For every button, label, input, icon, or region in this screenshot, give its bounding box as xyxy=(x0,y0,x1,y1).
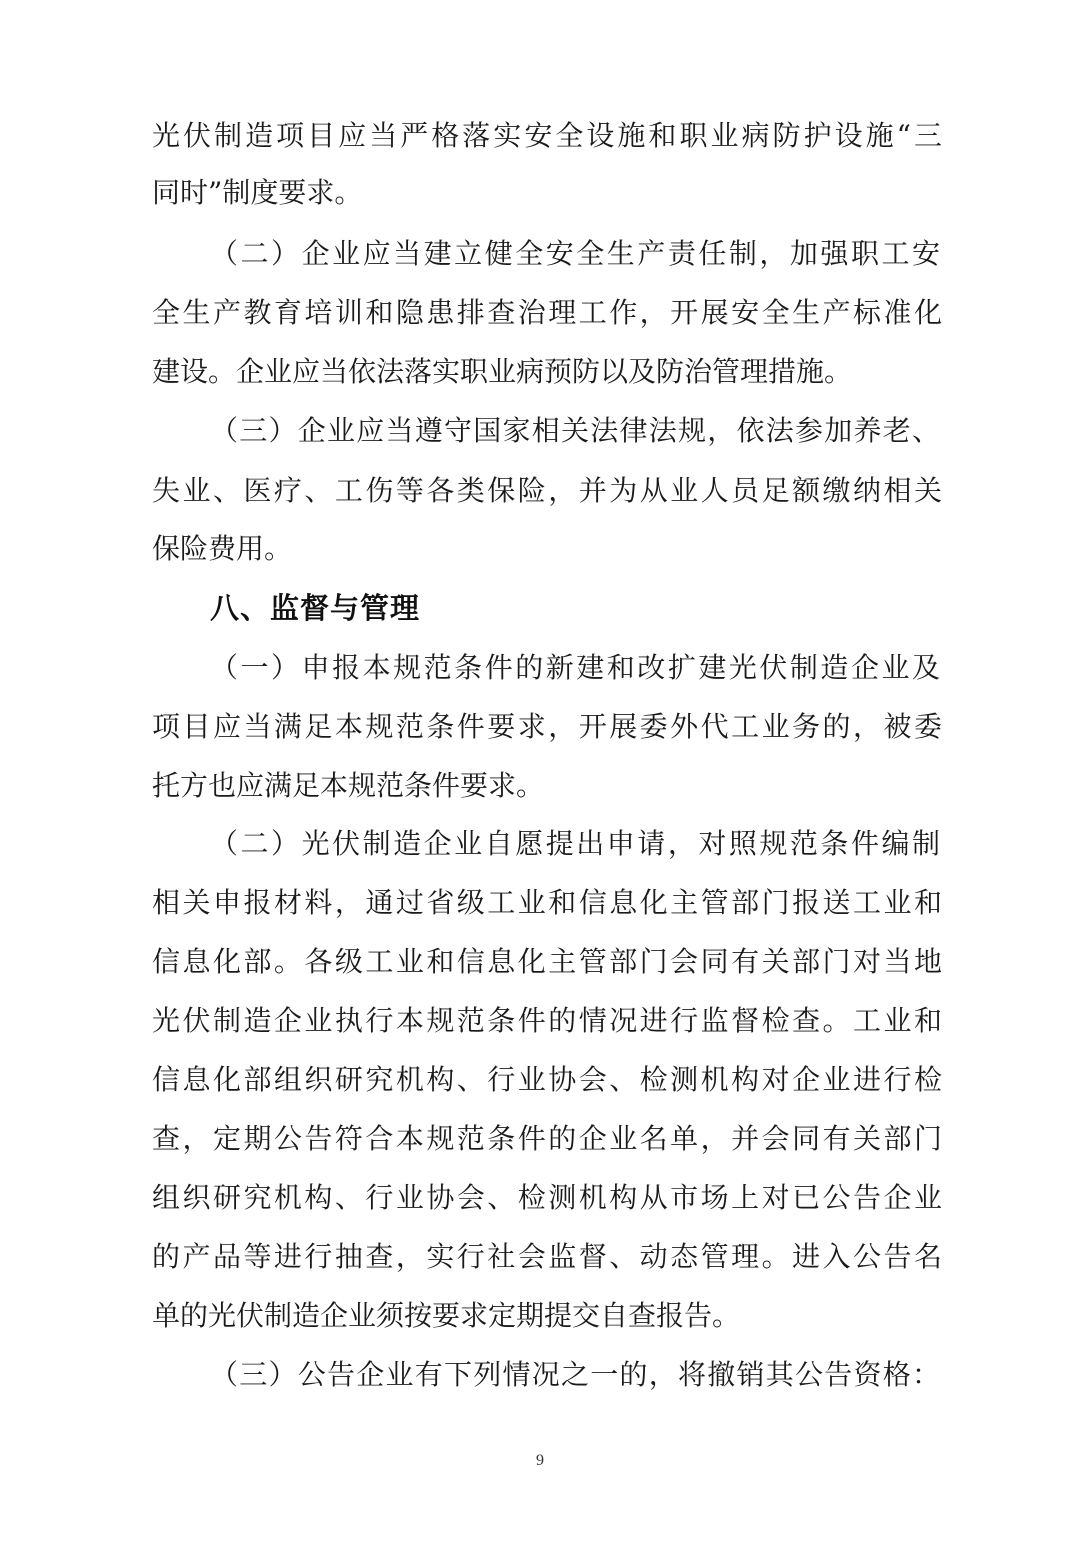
paragraph-line: （三）企业应当遵守国家相关法律法规，依法参加养老、 xyxy=(210,414,940,447)
page-number: 9 xyxy=(536,1452,544,1469)
paragraph-line: 的产品等进行抽查，实行社会监督、动态管理。进入公告名 xyxy=(152,1240,942,1273)
paragraph-line: 失业、医疗、工伤等各类保险，并为从业人员足额缴纳相关 xyxy=(152,474,942,507)
paragraph-line: 查，定期公告符合本规范条件的企业名单，并会同有关部门 xyxy=(152,1122,942,1155)
paragraph-line: 单的光伏制造企业须按要求定期提交自查报告。 xyxy=(152,1299,741,1332)
paragraph-line: 建设。企业应当依法落实职业病预防以及防治管理措施。 xyxy=(152,355,853,388)
paragraph-line: （三）公告企业有下列情况之一的，将撤销其公告资格： xyxy=(210,1358,940,1391)
paragraph-line: 光伏制造项目应当严格落实安全设施和职业病防护设施“三 xyxy=(152,119,942,152)
paragraph-line: 托方也应满足本规范条件要求。 xyxy=(152,769,545,802)
paragraph-line: 信息化部组织研究机构、行业协会、检测机构对企业进行检 xyxy=(152,1063,942,1096)
paragraph-line: 组织研究机构、行业协会、检测机构从市场上对已公告企业 xyxy=(152,1181,942,1214)
section-heading: 八、监督与管理 xyxy=(210,591,421,625)
paragraph-line: 项目应当满足本规范条件要求，开展委外代工业务的，被委 xyxy=(152,710,942,743)
paragraph-line: 相关申报材料，通过省级工业和信息化主管部门报送工业和 xyxy=(152,886,942,919)
paragraph-line: （一）申报本规范条件的新建和改扩建光伏制造企业及 xyxy=(210,651,940,684)
paragraph-line: 全生产教育培训和隐患排查治理工作，开展安全生产标准化 xyxy=(152,296,942,329)
paragraph-line: 信息化部。各级工业和信息化主管部门会同有关部门对当地 xyxy=(152,945,942,978)
paragraph-line: （二）企业应当建立健全安全生产责任制，加强职工安 xyxy=(210,237,940,270)
paragraph-line: 保险费用。 xyxy=(152,532,293,565)
paragraph-line: 同时”制度要求。 xyxy=(152,176,363,209)
paragraph-line: （二）光伏制造企业自愿提出申请，对照规范条件编制 xyxy=(210,827,940,860)
paragraph-line: 光伏制造企业执行本规范条件的情况进行监督检查。工业和 xyxy=(152,1004,942,1037)
